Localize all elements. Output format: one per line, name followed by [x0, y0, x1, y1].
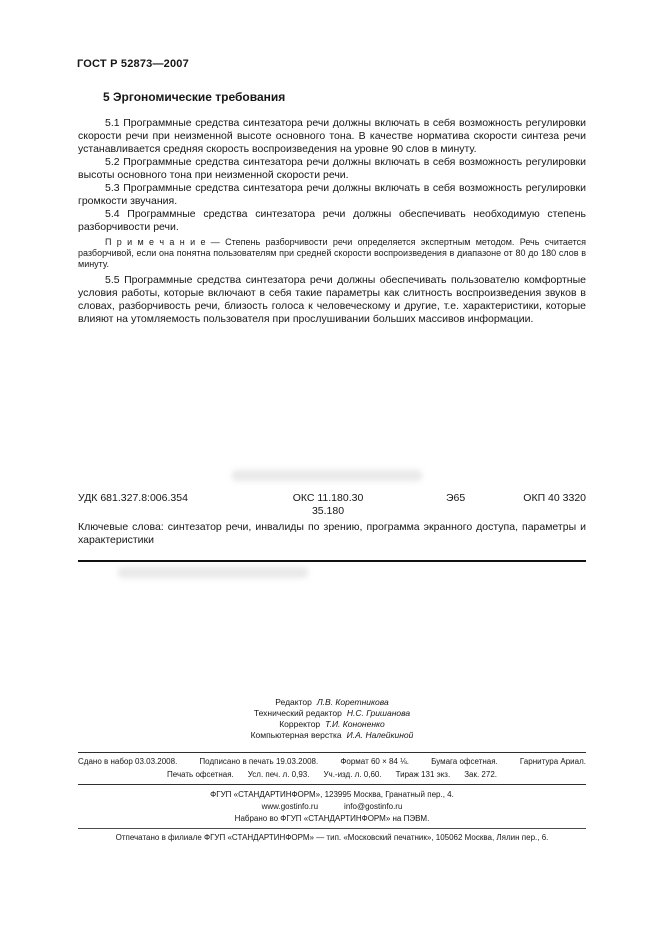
publisher-print-note: Отпечатано в филиале ФГУП «СТАНДАРТИНФОРМ» — тип. «Московский печатник», 105062 Москва, Лялин пер., 6.: [115, 833, 549, 842]
imprint-segment: Бумага офсетная.: [431, 757, 498, 766]
publisher-typeset-note: Набрано во ФГУП «СТАНДАРТИНФОРМ» на ПЭВМ.: [234, 814, 430, 823]
main-horizontal-rule: [78, 560, 586, 562]
role-label: Компьютерная верстка: [250, 730, 342, 740]
role-label: Редактор: [275, 697, 312, 707]
imprint-segment: Сдано в набор 03.03.2008.: [78, 757, 178, 766]
imprint-segment: Формат 60 × 84 ⅛.: [340, 757, 409, 766]
imprint-top-rule: [78, 752, 586, 753]
colophon-corrector-line: [78, 719, 586, 730]
imprint-segment: Подписано в печать 19.03.2008.: [199, 757, 319, 766]
codes-row: [78, 492, 586, 520]
publisher-block: [78, 790, 586, 845]
scan-artifact: [232, 470, 422, 481]
paragraph-5-1: 5.1 Программные средства синтезатора речи должны включать в себя возможность регулировки скорости речи при неизменной высоте основного тона. В качестве норматива скорости синтеза речи устанавливается средняя скорость воспроизведения на уровне 90 слов в минуту.: [78, 117, 586, 155]
role-name: Т.И. Кононенко: [325, 719, 385, 729]
note-paragraph: П р и м е ч а н и е — Степень разборчивости речи определяется экспертным методом. Речь считается разборчивой, если она понятна пользователям при средней скорости воспроизведения в диапазоне от 80 до 180 слов в минуту.: [78, 237, 586, 269]
imprint-line-1: [78, 757, 586, 766]
publisher-address: ФГУП «СТАНДАРТИНФОРМ», 123995 Москва, Гранатный пер., 4.: [210, 790, 454, 799]
role-name: Л.В. Коретникова: [316, 697, 389, 707]
publisher-contacts: [78, 802, 586, 812]
imprint-segment: Зак. 272.: [464, 770, 497, 779]
scan-artifact: [118, 567, 308, 578]
role-label: Корректор: [279, 719, 321, 729]
udk-code: УДК 681.327.8:006.354: [78, 492, 188, 504]
colophon-tech-editor-line: [78, 708, 586, 719]
oks-code-line2: 35.180: [311, 505, 345, 517]
role-name: И.А. Налейкиной: [346, 730, 414, 740]
publisher-website: www.gostinfo.ru: [261, 802, 319, 811]
colophon-editor-line: [78, 697, 586, 708]
imprint-segment: Уч.-изд. л. 0,60.: [323, 770, 382, 779]
okp-code: ОКП 40 3320: [523, 492, 586, 504]
paragraph-5-5: 5.5 Программные средства синтезатора речи должны обеспечивать пользователю комфортные условия работы, которые включают в себя такие параметры как слитность воспроизведения звуков в словах, разборчивость речи, близость голоса к человеческому и другие, т.е. характеристики, которые влияют на утомляемость пользователя при прослушивании больших массивов информации.: [78, 274, 586, 325]
imprint-bottom-rule: [78, 784, 586, 785]
section-body: [78, 117, 586, 326]
paragraph-5-4: 5.4 Программные средства синтезатора речи должны обеспечивать необходимую степень разборчивости речи.: [78, 208, 586, 233]
publisher-email: info@gostinfo.ru: [344, 802, 403, 811]
imprint-segment: Гарнитура Ариал.: [519, 757, 586, 766]
doc-number: ГОСТ Р 52873—2007: [77, 58, 189, 70]
oks-code: [248, 492, 408, 518]
imprint-line-2: [78, 770, 586, 779]
imprint-segment: Тираж 131 экз.: [395, 770, 451, 779]
imprint-segment: Печать офсетная.: [167, 770, 234, 779]
e-code: Э65: [446, 492, 466, 504]
oks-code-line1: ОКС 11.180.30: [292, 492, 364, 504]
role-label: Технический редактор: [253, 708, 342, 718]
colophon: [78, 697, 586, 741]
role-name: Н.С. Гришанова: [346, 708, 411, 718]
publisher-thin-rule: [78, 828, 586, 829]
keywords: Ключевые слова: синтезатор речи, инвалиды по зрению, программа экранного доступа, параметры и характеристики: [78, 521, 586, 546]
imprint-segment: Усл. печ. л. 0,93.: [247, 770, 310, 779]
section-title: 5 Эргономические требования: [103, 90, 286, 104]
colophon-layout-line: [78, 730, 586, 741]
paragraph-5-2: 5.2 Программные средства синтезатора речи должны включать в себя возможность регулировки высоты основного тона при неизменной скорости речи.: [78, 156, 586, 181]
paragraph-5-3: 5.3 Программные средства синтезатора речи должны включать в себя возможность регулировки громкости звучания.: [78, 182, 586, 207]
